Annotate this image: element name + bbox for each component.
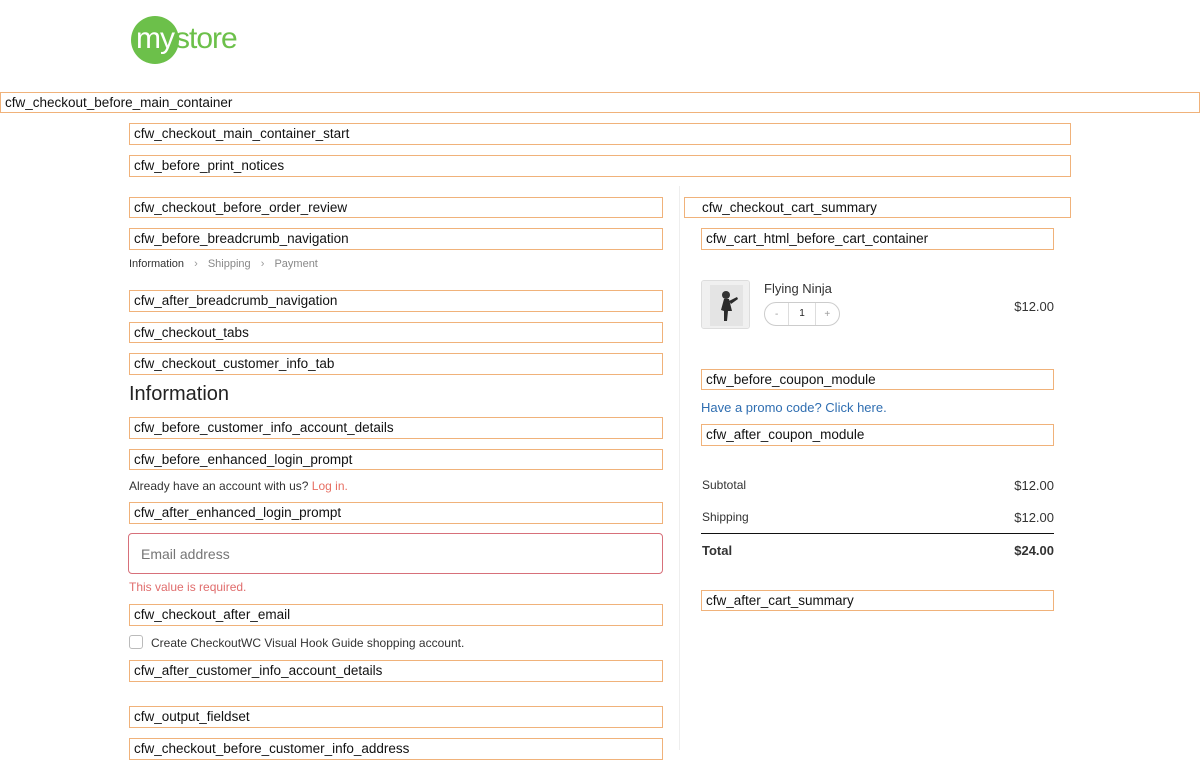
email-error-message: This value is required. [129, 580, 247, 594]
column-divider [679, 186, 680, 750]
total-divider [701, 533, 1054, 534]
quantity-minus-button[interactable]: - [775, 308, 779, 320]
product-price: $12.00 [1014, 299, 1054, 314]
breadcrumb [129, 258, 318, 270]
chevron-right-icon: › [194, 258, 198, 270]
hook-after-cart-summary: cfw_after_cart_summary [701, 590, 1054, 611]
breadcrumb-payment[interactable]: Payment [274, 258, 318, 270]
hook-before-account-details: cfw_before_customer_info_account_details [129, 417, 663, 439]
hook-before-cart-container: cfw_cart_html_before_cart_container [701, 228, 1054, 250]
hook-before-coupon: cfw_before_coupon_module [701, 369, 1054, 390]
login-prompt-text: Already have an account with us? [129, 479, 309, 493]
create-account-label[interactable]: Create CheckoutWC Visual Hook Guide shopping account. [151, 636, 465, 650]
hook-before-login-prompt: cfw_before_enhanced_login_prompt [129, 449, 663, 470]
login-prompt [129, 479, 348, 493]
promo-code-link[interactable]: Have a promo code? Click here. [701, 400, 887, 415]
hook-after-breadcrumb: cfw_after_breadcrumb_navigation [129, 290, 663, 312]
chevron-right-icon: › [260, 258, 265, 270]
store-logo[interactable] [131, 16, 251, 66]
breadcrumb-information[interactable]: Information [129, 258, 185, 270]
hook-before-order-review: cfw_checkout_before_order_review [129, 197, 663, 218]
hook-customer-info-tab: cfw_checkout_customer_info_tab [129, 353, 663, 375]
breadcrumb-shipping[interactable]: Shipping [207, 258, 251, 270]
total-value: $24.00 [1014, 543, 1054, 558]
quantity-stepper [764, 302, 840, 326]
hook-before-breadcrumb: cfw_before_breadcrumb_navigation [129, 228, 663, 250]
email-field[interactable] [128, 533, 663, 574]
section-heading: Information [129, 383, 230, 405]
shipping-label: Shipping [702, 510, 749, 524]
subtotal-value: $12.00 [1014, 478, 1054, 493]
product-name: Flying Ninja [764, 281, 832, 296]
hook-before-print-notices: cfw_before_print_notices [129, 155, 1071, 177]
hook-checkout-tabs: cfw_checkout_tabs [129, 322, 663, 343]
hook-after-email: cfw_checkout_after_email [129, 604, 663, 626]
shipping-value: $12.00 [1014, 510, 1054, 525]
login-link[interactable]: Log in. [311, 479, 348, 493]
hook-before-customer-info-address: cfw_checkout_before_customer_info_address [129, 738, 663, 760]
hook-output-fieldset: cfw_output_fieldset [129, 706, 663, 728]
create-account-checkbox[interactable] [129, 635, 143, 649]
hook-after-account-details: cfw_after_customer_info_account_details [129, 660, 663, 682]
total-label: Total [702, 543, 733, 558]
logo-text-my: my [136, 22, 174, 55]
product-thumbnail [701, 280, 750, 329]
quantity-value[interactable]: 1 [788, 303, 815, 325]
subtotal-label: Subtotal [702, 478, 747, 492]
hook-after-login-prompt: cfw_after_enhanced_login_prompt [129, 502, 663, 524]
logo-text-store: store [175, 22, 237, 55]
hook-cart-summary: cfw_checkout_cart_summary [684, 197, 1071, 218]
quantity-plus-button[interactable]: + [824, 308, 831, 320]
hook-main-container-start: cfw_checkout_main_container_start [129, 123, 1071, 145]
hook-after-coupon: cfw_after_coupon_module [701, 424, 1054, 446]
hook-before-main-container: cfw_checkout_before_main_container [0, 92, 1200, 113]
